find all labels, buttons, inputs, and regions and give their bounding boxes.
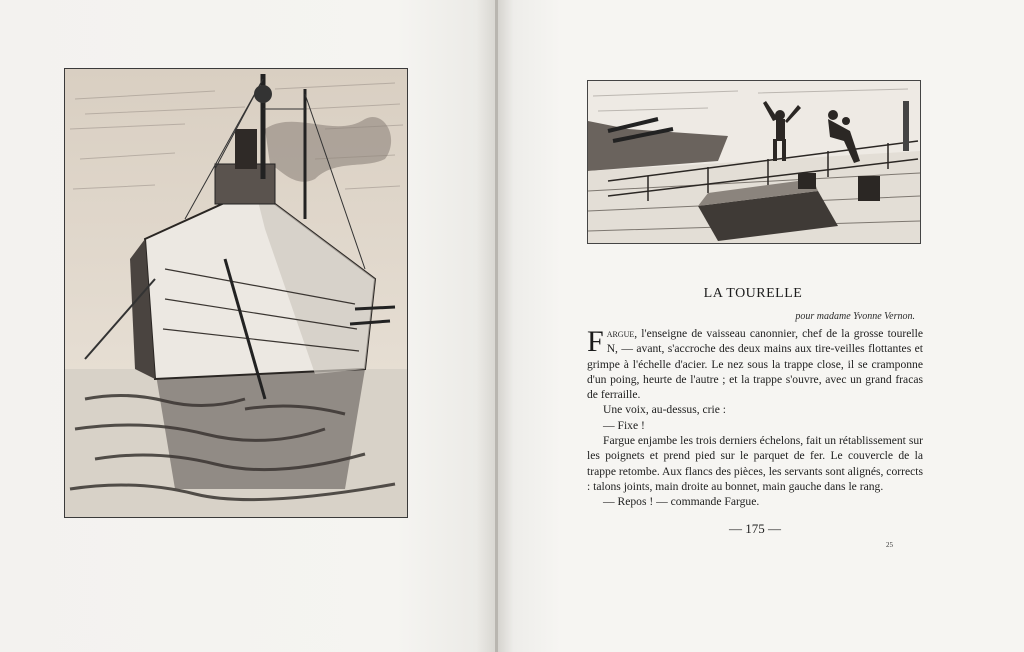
paragraph: — Repos ! — commande Fargue. [603, 495, 760, 509]
lead-word: argue [606, 327, 635, 340]
left-page [0, 0, 496, 652]
signature-mark: 25 [886, 541, 893, 549]
paragraph [587, 326, 923, 402]
paragraph: — Fixe ! [603, 418, 645, 432]
battleship-illustration [64, 68, 408, 518]
page-number: — 175 — [729, 521, 781, 536]
drop-cap: F [587, 325, 604, 358]
chapter-title: LA TOURELLE [703, 286, 803, 301]
body-text [587, 326, 923, 510]
paragraph: Fargue enjambe les trois derniers échelons, fait un rétablissement sur les poignets et prend pied sur le parquet de fer. Le couvercle de la trappe retombe. Aux flancs des pièces, les servants sont alignés, corrects : talons joints, main droite au bonnet, main gauche dans le rang. [587, 434, 923, 493]
turret-deck-illustration [587, 80, 921, 244]
paragraph-text: , l'enseigne de vaisseau canonnier, chef de la grosse tourelle N, — avant, s'accroche des deux mains aux tire-veilles flottantes et grimpe à l'échelle d'acier. Le nez sous la trappe close, il se cramponne d'un poing, heurte de l'autre ; et la trappe s'ouvre, avec un grand fracas de ferraille. [587, 327, 923, 402]
dedication: pour madame Yvonne Vernon. [795, 311, 915, 322]
paragraph: Une voix, au-dessus, crie : [603, 403, 726, 417]
